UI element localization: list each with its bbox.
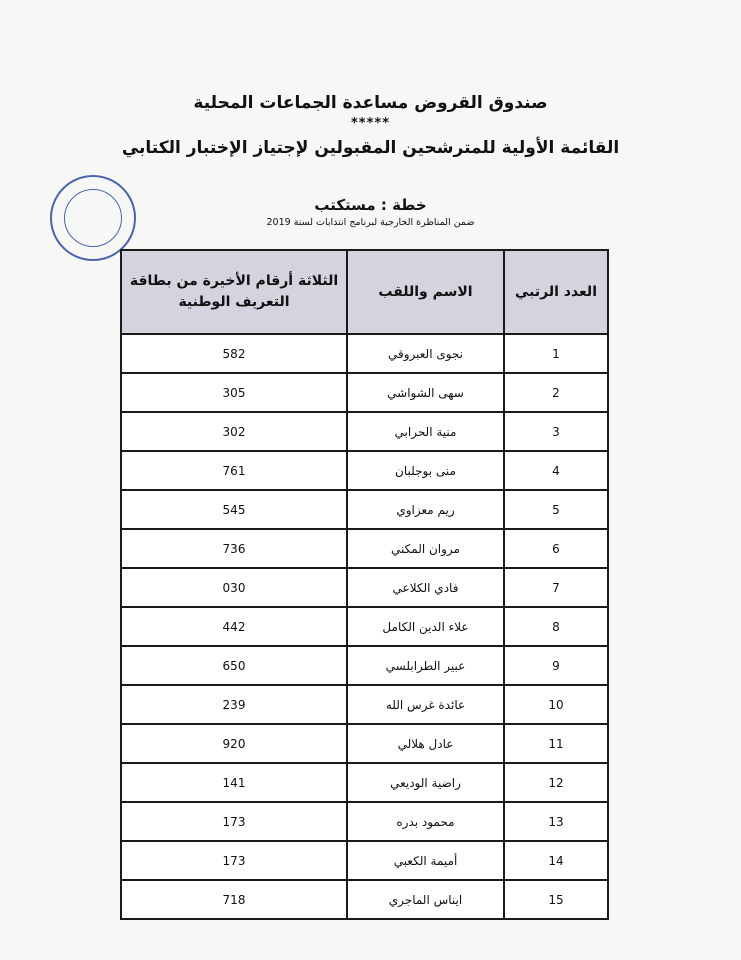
rank-cell: 14 (504, 841, 608, 880)
name-cell: محمود بدره (347, 802, 504, 841)
rank-cell: 12 (504, 763, 608, 802)
header-rank: العدد الرتبي (504, 250, 608, 334)
table-row (121, 646, 608, 685)
name-cell: ايناس الماجري (347, 880, 504, 919)
id-digits-cell: 582 (121, 334, 347, 373)
table-row (121, 685, 608, 724)
name-cell: فادي الكلاعي (347, 568, 504, 607)
rank-cell: 3 (504, 412, 608, 451)
name-cell: علاء الدين الكامل (347, 607, 504, 646)
name-cell: عادل هلالي (347, 724, 504, 763)
name-cell: أميمة الكعبي (347, 841, 504, 880)
id-digits-cell: 736 (121, 529, 347, 568)
id-digits-cell: 442 (121, 607, 347, 646)
document-header (0, 92, 741, 159)
id-digits-cell: 141 (121, 763, 347, 802)
rank-cell: 5 (504, 490, 608, 529)
id-digits-cell: 030 (121, 568, 347, 607)
id-digits-cell: 650 (121, 646, 347, 685)
plan-title: خطة : مستكتب (314, 196, 427, 214)
table-row (121, 841, 608, 880)
name-cell: نجوى العبروقي (347, 334, 504, 373)
name-cell: ريم معزاوي (347, 490, 504, 529)
header-name: الاسم واللقب (347, 250, 504, 334)
name-cell: منى بوجلبان (347, 451, 504, 490)
id-digits-cell: 545 (121, 490, 347, 529)
name-cell: سهى الشواشي (347, 373, 504, 412)
table-row (121, 529, 608, 568)
table-row (121, 412, 608, 451)
rank-cell: 10 (504, 685, 608, 724)
rank-cell: 11 (504, 724, 608, 763)
rank-cell: 15 (504, 880, 608, 919)
plan-subtitle: ضمن المناظرة الخارجية لبرنامج انتدابات لسنة 2019 (266, 217, 475, 228)
table-row (121, 607, 608, 646)
rank-cell: 8 (504, 607, 608, 646)
id-digits-cell: 173 (121, 802, 347, 841)
id-digits-cell: 761 (121, 451, 347, 490)
organization-title: صندوق القروض مساعدة الجماعات المحلية (193, 93, 548, 113)
table-row (121, 490, 608, 529)
name-cell: مروان المكني (347, 529, 504, 568)
table-row (121, 763, 608, 802)
name-cell: منية الحرابي (347, 412, 504, 451)
header-id-digits: الثلاثة أرقام الأخيرة من بطاقة التعريف الوطنية (121, 250, 347, 334)
name-cell: عبير الطرابلسي (347, 646, 504, 685)
id-digits-cell: 920 (121, 724, 347, 763)
plan-block (0, 196, 741, 229)
rank-cell: 6 (504, 529, 608, 568)
separator-stars: ***** (351, 116, 390, 131)
table-row (121, 451, 608, 490)
rank-cell: 7 (504, 568, 608, 607)
rank-cell: 13 (504, 802, 608, 841)
name-cell: راضية الوديعي (347, 763, 504, 802)
id-digits-cell: 239 (121, 685, 347, 724)
id-digits-cell: 305 (121, 373, 347, 412)
rank-cell: 4 (504, 451, 608, 490)
table-row (121, 724, 608, 763)
table-header-row (121, 250, 608, 334)
list-title: القائمة الأولية للمترشحين المقبولين لإجتياز الإختبار الكتابي (121, 138, 620, 158)
id-digits-cell: 302 (121, 412, 347, 451)
name-cell: عائدة غرس الله (347, 685, 504, 724)
table-row (121, 373, 608, 412)
table-row (121, 880, 608, 919)
table-row (121, 568, 608, 607)
table-row (121, 802, 608, 841)
rank-cell: 9 (504, 646, 608, 685)
candidates-table (120, 249, 609, 920)
table-row (121, 334, 608, 373)
id-digits-cell: 718 (121, 880, 347, 919)
rank-cell: 1 (504, 334, 608, 373)
id-digits-cell: 173 (121, 841, 347, 880)
rank-cell: 2 (504, 373, 608, 412)
